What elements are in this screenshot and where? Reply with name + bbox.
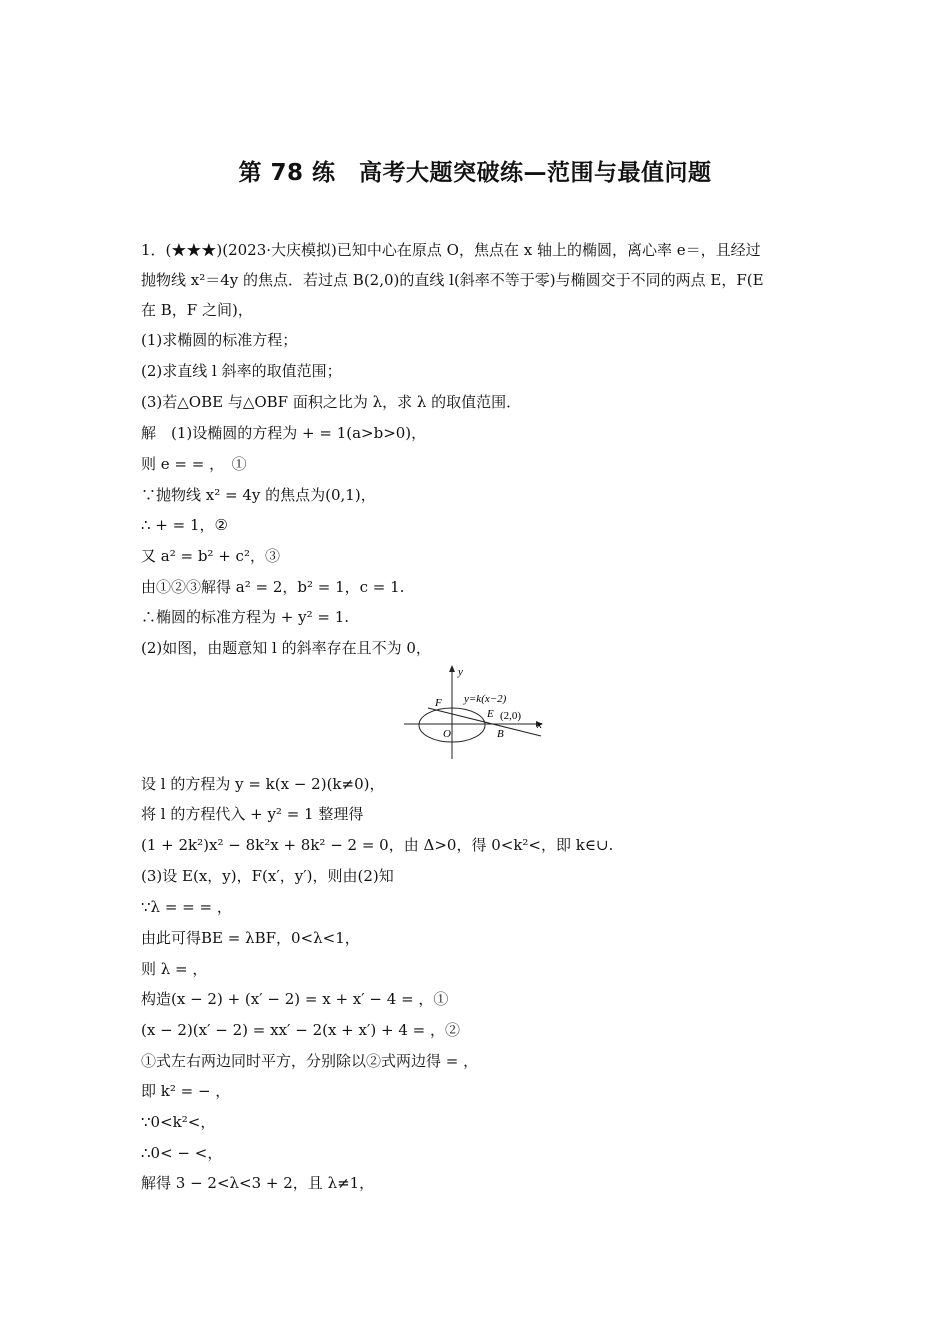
text-line: ①式左右两边同时平方，分别除以②式两边得 = ， [141, 1052, 479, 1070]
text-line: (3)若△OBE 与△OBF 面积之比为 λ，求 λ 的取值范围． [141, 393, 522, 411]
text-line: ∵λ = = = ， [141, 898, 232, 916]
text-line: 解得 3 − 2<λ<3 + 2，且 λ≠1， [141, 1174, 375, 1192]
axis-y-label: y [458, 666, 463, 678]
axis-x-label: x [537, 719, 542, 731]
text-line: 又 a² = b² + c²，③ [141, 547, 280, 565]
text-line: ∵抛物线 x² = 4y 的焦点为(0,1)， [141, 486, 376, 504]
text-line: 则 e = = ， ① [141, 455, 247, 473]
line-label: y=k(x−2) [464, 693, 507, 705]
ellipse-diagram [400, 662, 550, 762]
point-coord-label: (2,0) [500, 710, 522, 722]
text-line: 将 l 的方程代入 + y² = 1 整理得 [141, 805, 364, 823]
text-line: 解 (1)设椭圆的方程为 + = 1(a>b>0)， [141, 424, 427, 442]
origin-label: O [443, 728, 451, 740]
text-line: 由①②③解得 a² = 2，b² = 1，c = 1. [141, 578, 405, 596]
text-line: (1 + 2k²)x² − 8k²x + 8k² − 2 = 0，由 Δ>0，得 0<k²<，即 k∈∪. [141, 836, 614, 854]
text-line: (3)设 E(x，y)，F(x′，y′)，则由(2)知 [141, 867, 394, 885]
text-line: 在 B，F 之间)， [141, 301, 253, 319]
text-line: ∴ + = 1，② [141, 516, 228, 534]
text-line: (2)如图，由题意知 l 的斜率存在且不为 0， [141, 639, 431, 657]
text-line: (1)求椭圆的标准方程； [141, 331, 298, 349]
text-line: (x − 2)(x′ − 2) = xx′ − 2(x + x′) + 4 = ，② [141, 1021, 460, 1039]
y-axis-arrow [449, 665, 455, 672]
text-line: (2)求直线 l 斜率的取值范围； [141, 362, 342, 380]
text-line: ∵0<k²<， [141, 1113, 216, 1131]
text-line: 设 l 的方程为 y = k(x − 2)(k≠0)， [141, 775, 385, 793]
point-b-label: B [497, 728, 504, 740]
text-line: 即 k² = − ， [141, 1082, 231, 1100]
text-line: 由此可得BE = λBF，0<λ<1， [141, 929, 360, 947]
text-line: ∴0< − <， [141, 1144, 223, 1162]
text-line: 抛物线 x²＝4y 的焦点．若过点 B(2,0)的直线 l(斜率不等于零)与椭圆交于不同的两点 E，F(E [141, 271, 764, 289]
text-line: 则 λ = ， [141, 960, 208, 978]
point-e-label: E [487, 708, 494, 720]
text-line: 构造(x − 2) + (x′ − 2) = x + x′ − 4 = ，① [141, 990, 449, 1008]
text-line: 1．(★★★)(2023·大庆模拟)已知中心在原点 O，焦点在 x 轴上的椭圆，离心率 e＝，且经过 [141, 241, 761, 259]
page-title: 第 78 练 高考大题突破练—范围与最值问题 [238, 160, 712, 186]
point-f-label: F [435, 697, 442, 709]
text-line: ∴椭圆的标准方程为 + y² = 1. [141, 608, 350, 626]
